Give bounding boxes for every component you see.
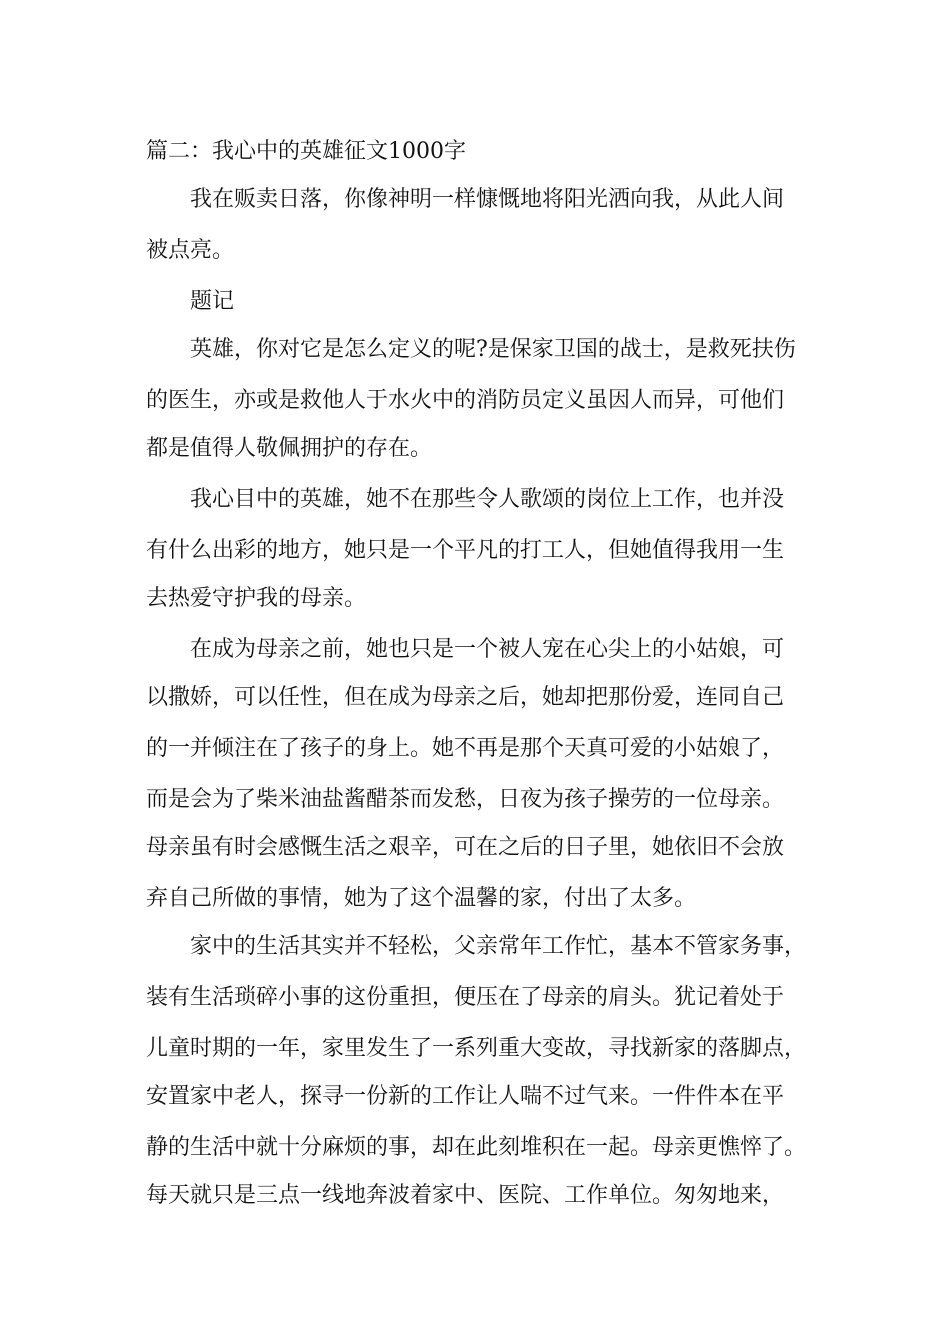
paragraph-line: 母亲虽有时会感慨生活之艰辛，可在之后的日子里，她依旧不会放 [146,835,785,860]
paragraph-line: 每天就只是三点一线地奔波着家中、医院、工作单位。匆匆地来， [146,1183,785,1208]
paragraph-line: 去热爱守护我的母亲。 [146,586,367,611]
paragraph-line: 有什么出彩的地方，她只是一个平凡的打工人，但她值得我用一生 [146,538,785,563]
paragraph-line: 在成为母亲之前，她也只是一个被人宠在心尖上的小姑娘，可 [190,637,785,662]
paragraph-line: 而是会为了柴米油盐酱醋茶而发愁，日夜为孩子操劳的一位母亲。 [146,787,785,812]
paragraph-line: 的医生，亦或是救他人于水火中的消防员定义虽因人而异，可他们 [146,388,785,413]
document-heading: 篇二：我心中的英雄征文1000字 [146,139,466,164]
paragraph-line: 被点亮。 [146,238,235,263]
paragraph-line: 静的生活中就十分麻烦的事，却在此刻堆积在一起。母亲更憔悴了。 [146,1135,807,1160]
paragraph-line: 弃自己所做的事情，她为了这个温馨的家，付出了太多。 [146,886,697,911]
paragraph-line: 以撒娇，可以任性，但在成为母亲之后，她却把那份爱，连同自己 [146,685,785,710]
paragraph-line: 的一并倾注在了孩子的身上。她不再是那个天真可爱的小姑娘了， [146,736,785,761]
paragraph-line: 英雄，你对它是怎么定义的呢?是保家卫国的战士，是救死扶伤 [190,337,796,362]
paragraph-line: 装有生活琐碎小事的这份重担，便压在了母亲的肩头。犹记着处于 [146,985,785,1010]
paragraph-line: 都是值得人敬佩拥护的存在。 [146,436,433,461]
paragraph-line: 安置家中老人，探寻一份新的工作让人喘不过气来。一件件本在平 [146,1084,785,1109]
paragraph-line: 我心目中的英雄，她不在那些令人歌颂的岗位上工作，也并没 [190,487,785,512]
paragraph-line: 题记 [190,289,235,314]
paragraph-line: 儿童时期的一年，家里发生了一系列重大变故，寻找新家的落脚点， [146,1036,807,1061]
paragraph-line: 我在贩卖日落，你像神明一样慷慨地将阳光洒向我，从此人间 [190,187,785,212]
paragraph-line: 家中的生活其实并不轻松，父亲常年工作忙，基本不管家务事， [190,934,807,959]
